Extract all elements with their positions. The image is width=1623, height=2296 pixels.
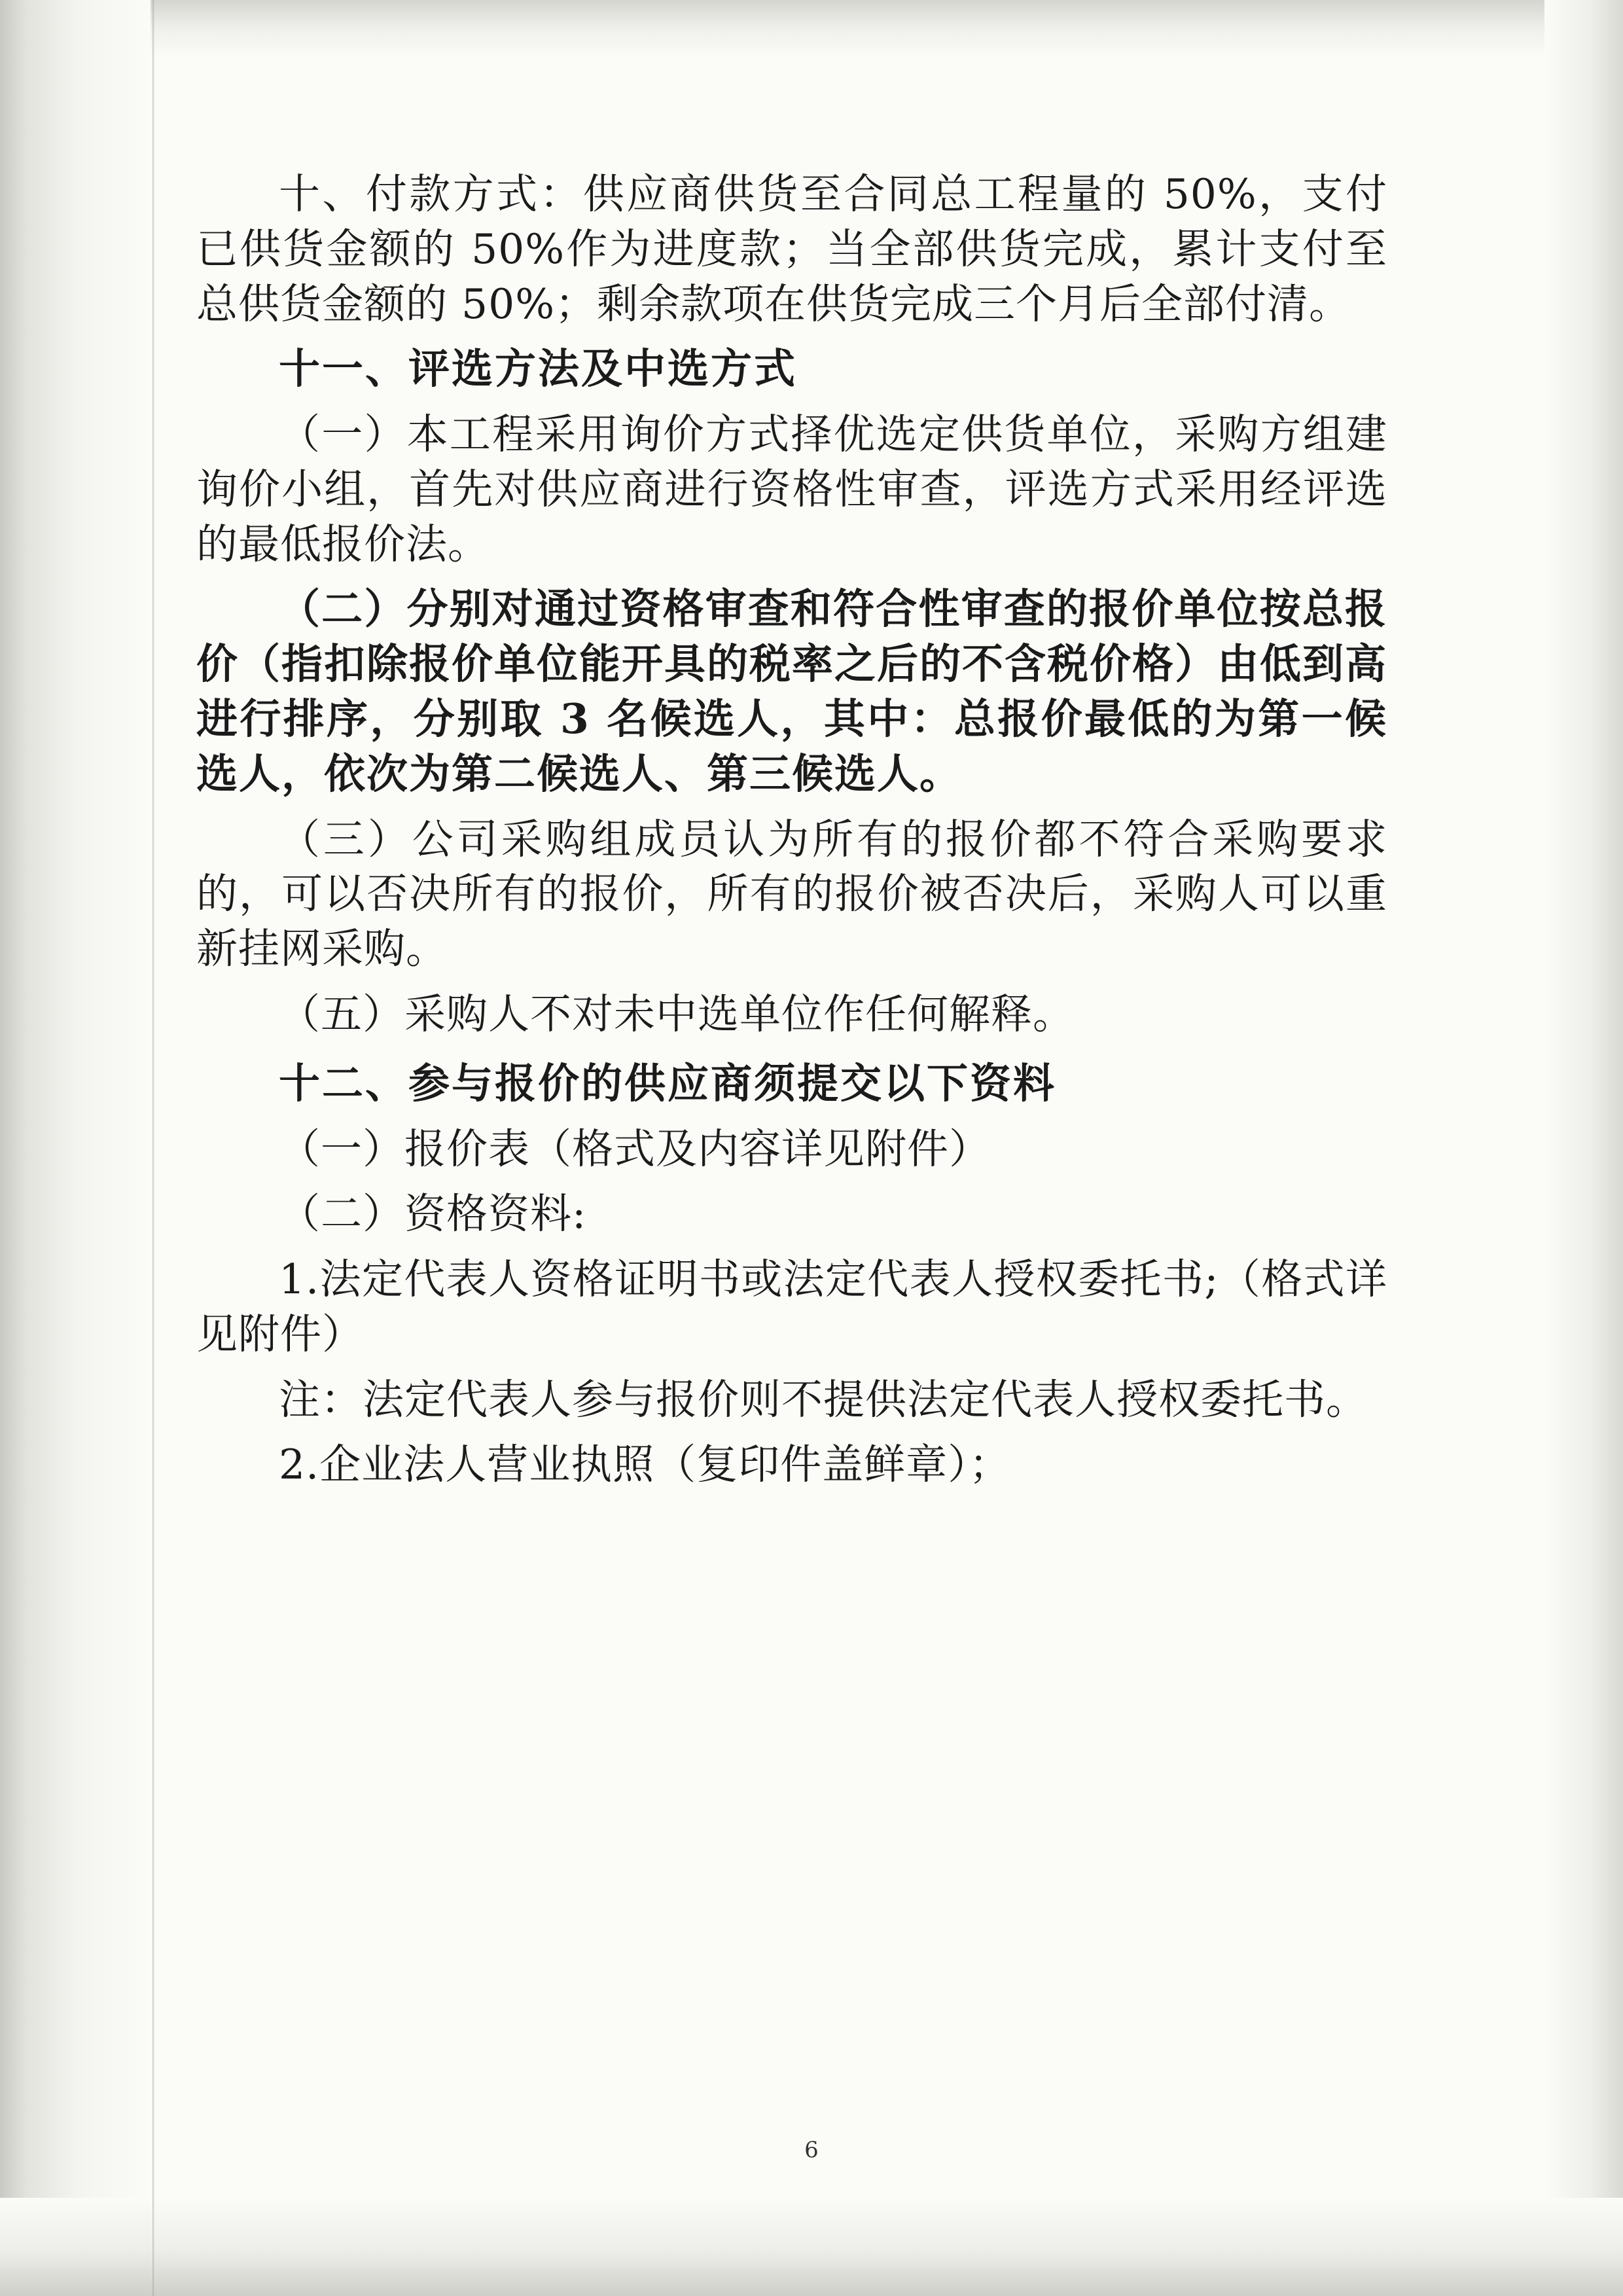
scan-edge-shading-bottom xyxy=(0,2198,1623,2296)
paragraph-evaluation-item-2: （二）分别对通过资格审查和符合性审查的报价单位按总报价（指扣除报价单位能开具的税率之后的不含税价格）由低到高进行排序，分别取 3 名候选人，其中：总报价最低的为第一候选人，依次为第二候选人、第三候选人。 xyxy=(196,584,1387,798)
document-body xyxy=(196,167,1387,1496)
paragraph-evaluation-item-1: （一）本工程采用询价方式择优选定供货单位，采购方组建询价小组，首先对供应商进行资格性审查，评选方式采用经评选的最低报价法。 xyxy=(196,410,1387,568)
paragraph-payment-method: 十、付款方式：供应商供货至合同总工程量的 50%，支付已供货金额的 50%作为进度款；当全部供货完成，累计支付至总供货金额的 50%；剩余款项在供货完成三个月后全部付清。 xyxy=(196,170,1387,328)
page-fold-line xyxy=(152,0,154,2296)
paragraph-materials-item-2: （二）资格资料: xyxy=(279,1190,587,1238)
scan-edge-shading-right xyxy=(1544,0,1623,2296)
scan-edge-shading-top xyxy=(0,0,1623,59)
heading-required-materials: 十二、参与报价的供应商须提交以下资料 xyxy=(279,1058,1056,1107)
paragraph-materials-item-1: （一）报价表（格式及内容详见附件） xyxy=(279,1124,991,1173)
scan-edge-shading-left xyxy=(0,0,151,2296)
paragraph-materials-item-2-2: 2.企业法人营业执照（复印件盖鲜章）； xyxy=(279,1441,1011,1489)
heading-evaluation-method: 十一、评选方法及中选方式 xyxy=(279,344,797,393)
paragraph-evaluation-item-3: （三）公司采购组成员认为所有的报价都不符合采购要求的，可以否决所有的报价，所有的报价被否决后，采购人可以重新挂网采购。 xyxy=(196,815,1387,973)
paragraph-materials-item-2-1: 1.法定代表人资格证明书或法定代表人授权委托书;（格式详见附件） xyxy=(196,1255,1387,1358)
page-number: 6 xyxy=(804,2137,819,2163)
paragraph-materials-item-2-note: 注：法定代表人参与报价则不提供法定代表人授权委托书。 xyxy=(279,1375,1368,1424)
paragraph-evaluation-item-5: （五）采购人不对未中选单位作任何解释。 xyxy=(279,990,1075,1038)
